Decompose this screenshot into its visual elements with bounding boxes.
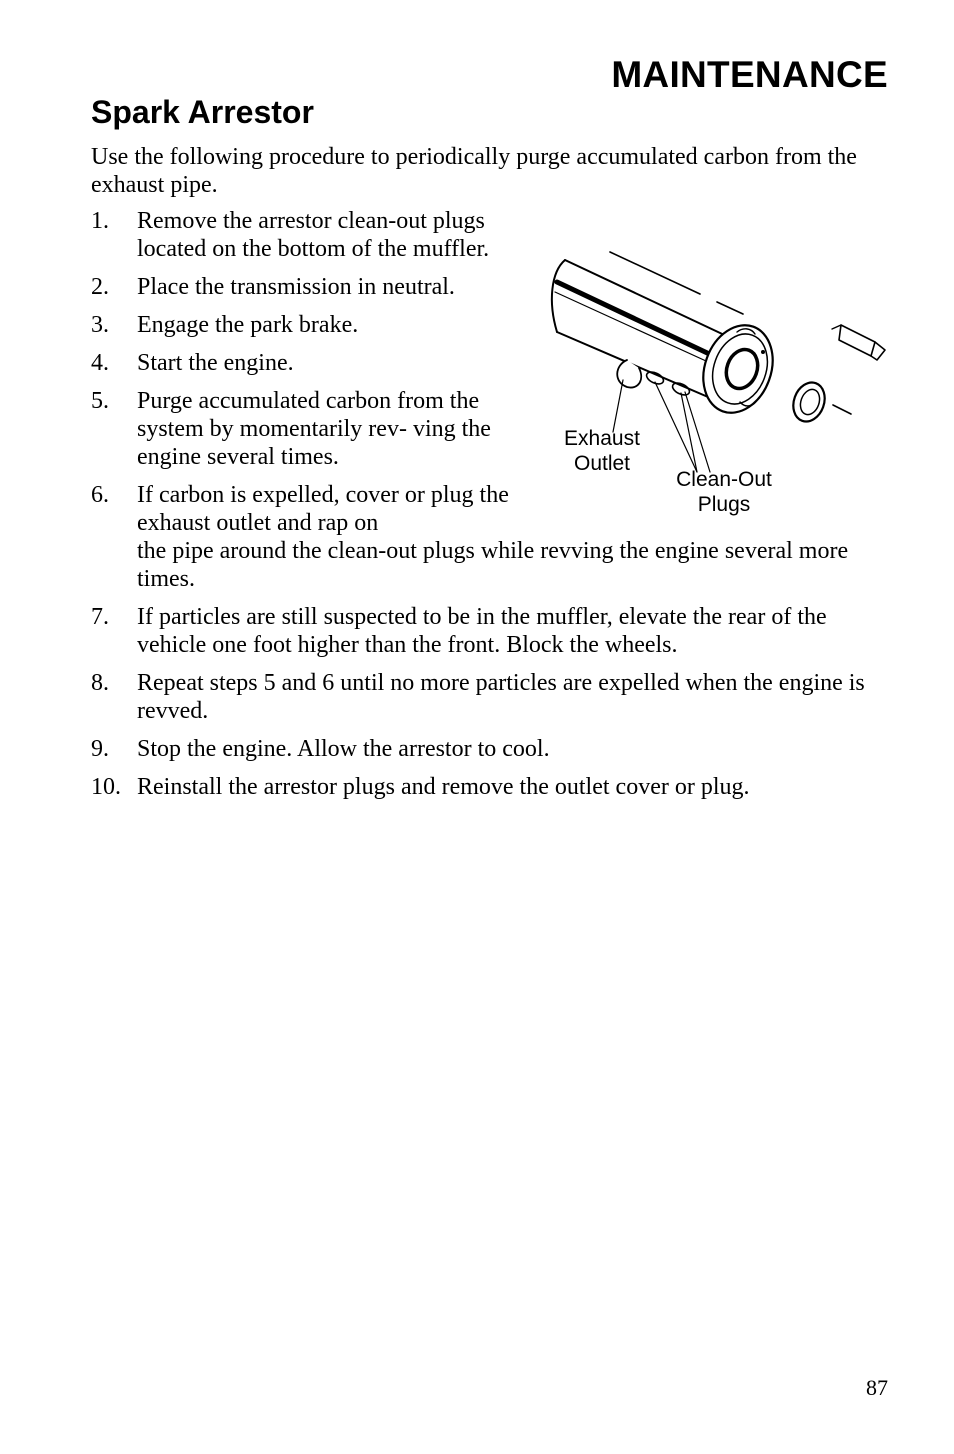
step-text: Remove the arrestor clean-out plugs located on the bottom of the muffler. — [137, 208, 490, 262]
step-9 — [91, 735, 891, 763]
step-text: Reinstall the arrestor plugs and remove the outlet cover or plug. — [137, 774, 750, 800]
step-number: 1. — [91, 208, 109, 234]
step-7 — [91, 603, 891, 659]
step-number: 9. — [91, 736, 109, 762]
step-number: 8. — [91, 670, 109, 696]
exhaust-label-line2: Outlet — [573, 452, 631, 475]
step-text: Start the engine. — [137, 350, 294, 376]
step-text-tail: the pipe around the clean-out plugs while revving the engine several more times. — [137, 538, 849, 592]
step-number: 7. — [91, 604, 109, 630]
step-number: 3. — [91, 312, 109, 338]
exhaust-label-line1: Exhaust — [564, 427, 640, 450]
step-text: If particles are still suspected to be in the muffler, elevate the rear of the vehicle one foot higher than the front. Block the wheels. — [137, 604, 827, 658]
page-number: 87 — [866, 1375, 888, 1400]
step-text-head: If carbon is expelled, cover or plug the exhaust outlet and rap on — [137, 482, 509, 536]
step-number: 6. — [91, 482, 109, 508]
clean-out-plugs-label — [659, 467, 789, 517]
exhaust-outlet-label — [548, 426, 656, 476]
intro-paragraph: Use the following procedure to periodically purge accumulated carbon from the exhaust pipe. — [91, 144, 857, 198]
step-number: 4. — [91, 350, 109, 376]
plugs-label-line1: Clean-Out — [676, 468, 772, 491]
page-heading: Spark Arrestor — [91, 94, 314, 130]
step-text: Stop the engine. Allow the arrestor to cool. — [137, 736, 550, 762]
step-number: 2. — [91, 274, 109, 300]
step-number: 5. — [91, 388, 109, 414]
step-8 — [91, 669, 891, 725]
step-text: Repeat steps 5 and 6 until no more particles are expelled when the engine is revved. — [137, 670, 865, 724]
muffler-figure — [535, 232, 905, 532]
step-number: 10. — [91, 774, 121, 800]
step-text: Place the transmission in neutral. — [137, 274, 455, 300]
step-text: Purge accumulated carbon from the system by momentarily rev- ving the engine several times. — [137, 388, 491, 470]
step-text: Engage the park brake. — [137, 312, 359, 338]
section-title: MAINTENANCE — [611, 54, 888, 95]
plugs-label-line2: Plugs — [697, 493, 751, 516]
step-10 — [91, 773, 891, 801]
